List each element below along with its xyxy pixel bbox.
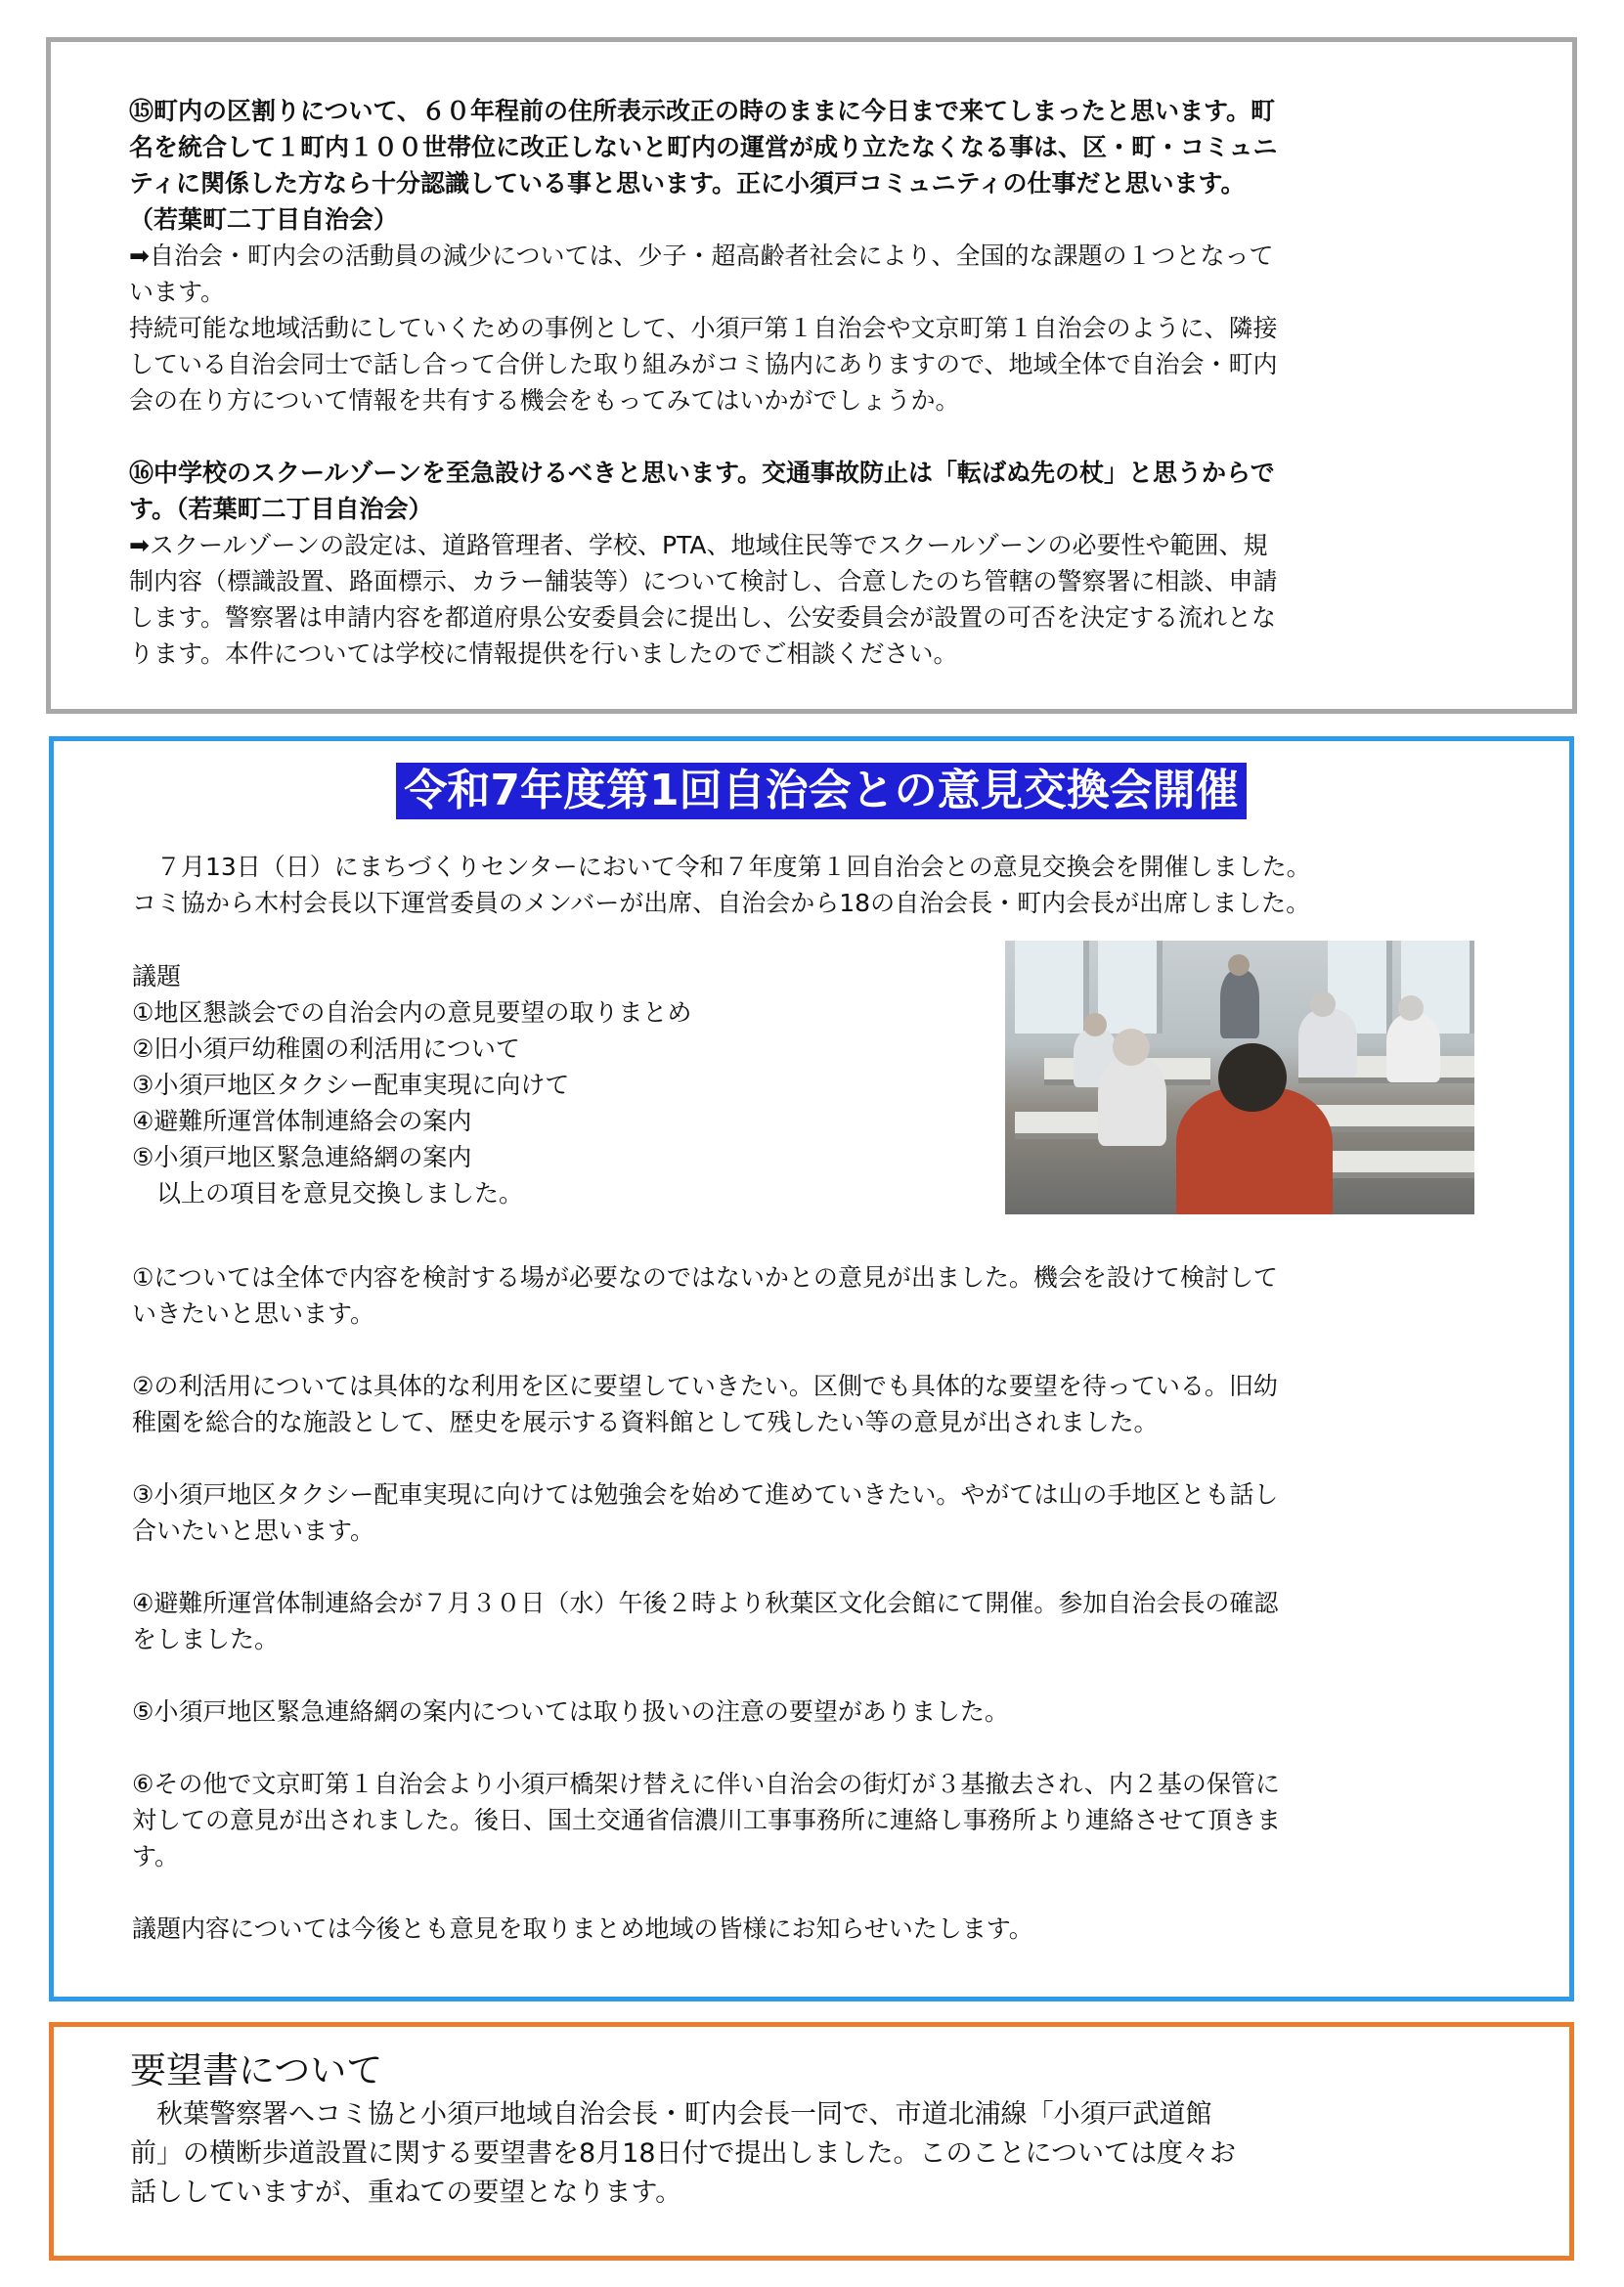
result-line: をしました。 xyxy=(132,1625,280,1653)
agenda-list xyxy=(132,958,691,1211)
meeting-intro xyxy=(132,849,1511,921)
result-line: 稚園を総合的な施設として、歴史を展示する資料館として残したい等の意見が出されました。 xyxy=(132,1408,1159,1436)
agenda-footer: 以上の項目を意見交換しました。 xyxy=(132,1179,524,1208)
request-body xyxy=(130,2095,1511,2213)
answer-15 xyxy=(129,238,1504,418)
result-line: す。 xyxy=(132,1842,180,1870)
result-line: ⑤小須戸地区緊急連絡網の案内については取り扱いの注意の要望がありました。 xyxy=(132,1697,1009,1726)
answer-line: 会の在り方について情報を共有する機会をもってみてはいかがでしょうか。 xyxy=(129,386,960,415)
meeting-title: 令和7年度第1回自治会との意見交換会開催 xyxy=(396,763,1246,819)
agenda-item: ②旧小須戸幼稚園の利活用について xyxy=(132,1034,520,1063)
answer-line: ります。本件については学校に情報提供を行いましたのでご相談ください。 xyxy=(129,639,958,668)
answer-line: 制内容（標識設置、路面標示、カラー舗装等）について検討し、合意したのち管轄の警察署に相談、申請 xyxy=(129,567,1278,595)
result-line: ①については全体で内容を検討する場が必要なのではないかとの意見が出ました。機会を設けて検討して xyxy=(132,1263,1278,1292)
question-line: す。（若葉町二丁目自治会） xyxy=(129,495,433,523)
meeting-photo xyxy=(1005,941,1474,1214)
request-title: 要望書について xyxy=(130,2049,383,2091)
meeting-results xyxy=(132,1259,1511,1947)
question-line: （若葉町二丁目自治会） xyxy=(129,205,399,234)
result-line: ④避難所運営体制連絡会が７月３０日（水）午後２時より秋葉区文化会館にて開催。参加自治会長の確認 xyxy=(132,1589,1279,1617)
question-line: ⑮町内の区割りについて、６０年程前の住所表示改正の時のままに今日まで来てしまったと思います。町 xyxy=(129,97,1276,125)
question-line: ティに関係した方なら十分認識している事と思います。正に小須戸コミュニティの仕事だと思います。 xyxy=(129,169,1246,198)
result-line: ③小須戸地区タクシー配車実現に向けては勉強会を始めて進めていきたい。やがては山の手地区とも話し xyxy=(132,1480,1279,1509)
agenda-item: ④避難所運営体制連絡会の案内 xyxy=(132,1107,472,1135)
question-16 xyxy=(129,455,1504,527)
question-15 xyxy=(129,93,1504,238)
closing-line: 議題内容については今後とも意見を取りまとめ地域の皆様にお知らせいたします。 xyxy=(132,1914,1033,1943)
request-line: 話ししていますが、重ねての要望となります。 xyxy=(130,2177,682,2208)
result-line: いきたいと思います。 xyxy=(132,1299,375,1328)
result-line: ②の利活用については具体的な利用を区に要望していきたい。区側でも具体的な要望を待っている。旧幼 xyxy=(132,1372,1278,1400)
answer-line: ➡自治会・町内会の活動員の減少については、少子・超高齢者社会により、全国的な課題の１つとなって xyxy=(129,242,1274,270)
answer-16 xyxy=(129,527,1504,672)
answer-line: います。 xyxy=(129,278,226,306)
agenda-item: ⑤小須戸地区緊急連絡網の案内 xyxy=(132,1143,472,1171)
meeting-section-box xyxy=(49,736,1574,2001)
request-line: 前」の横断歩道設置に関する要望書を8月18日付で提出しました。このことについては度々お xyxy=(130,2138,1236,2169)
question-line: ⑯中学校のスクールゾーンを至急設けるべきと思います。交通事故防止は「転ばぬ先の杖」と思うからで xyxy=(129,459,1275,487)
answer-line: している自治会同士で話し合って合併した取り組みがコミ協内にありますので、地域全体で自治会・町内 xyxy=(129,350,1278,378)
answer-line: ➡スクールゾーンの設定は、道路管理者、学校、PTA、地域住民等でスクールゾーンの必要性や範囲、規 xyxy=(129,531,1268,559)
qa-section-box xyxy=(46,37,1577,714)
agenda-item: ①地区懇談会での自治会内の意見要望の取りまとめ xyxy=(132,998,692,1027)
answer-line: 持続可能な地域活動にしていくための事例として、小須戸第１自治会や文京町第１自治会のように、隣接 xyxy=(129,314,1278,342)
result-line: 合いたいと思います。 xyxy=(132,1517,375,1545)
intro-line: ７月13日（日）にまちづくりセンターにおいて令和７年度第１回自治会との意見交換会を開催しました。 xyxy=(132,853,1311,881)
request-line: 秋葉警察署へコミ協と小須戸地域自治会長・町内会長一同で、市道北浦線「小須戸武道館 xyxy=(130,2099,1212,2130)
result-line: ⑥その他で文京町第１自治会より小須戸橋架け替えに伴い自治会の街灯が３基撤去され、内２基の保管に xyxy=(132,1770,1280,1798)
answer-line: します。警察署は申請内容を都道府県公安委員会に提出し、公安委員会が設置の可否を決定する流れとな xyxy=(129,603,1277,632)
request-section-box xyxy=(49,2022,1574,2261)
question-line: 名を統合して１町内１００世帯位に改正しないと町内の運営が成り立たなくなる事は、区・町・コミュニ xyxy=(129,133,1278,161)
intro-line: コミ協から木村会長以下運営委員のメンバーが出席、自治会から18の自治会長・町内会長が出席しました。 xyxy=(132,889,1311,917)
agenda-heading: 議題 xyxy=(132,962,182,990)
agenda-item: ③小須戸地区タクシー配車実現に向けて xyxy=(132,1071,570,1099)
result-line: 対しての意見が出されました。後日、国土交通省信濃川工事事務所に連絡し事務所より連絡させて頂きま xyxy=(132,1806,1282,1834)
